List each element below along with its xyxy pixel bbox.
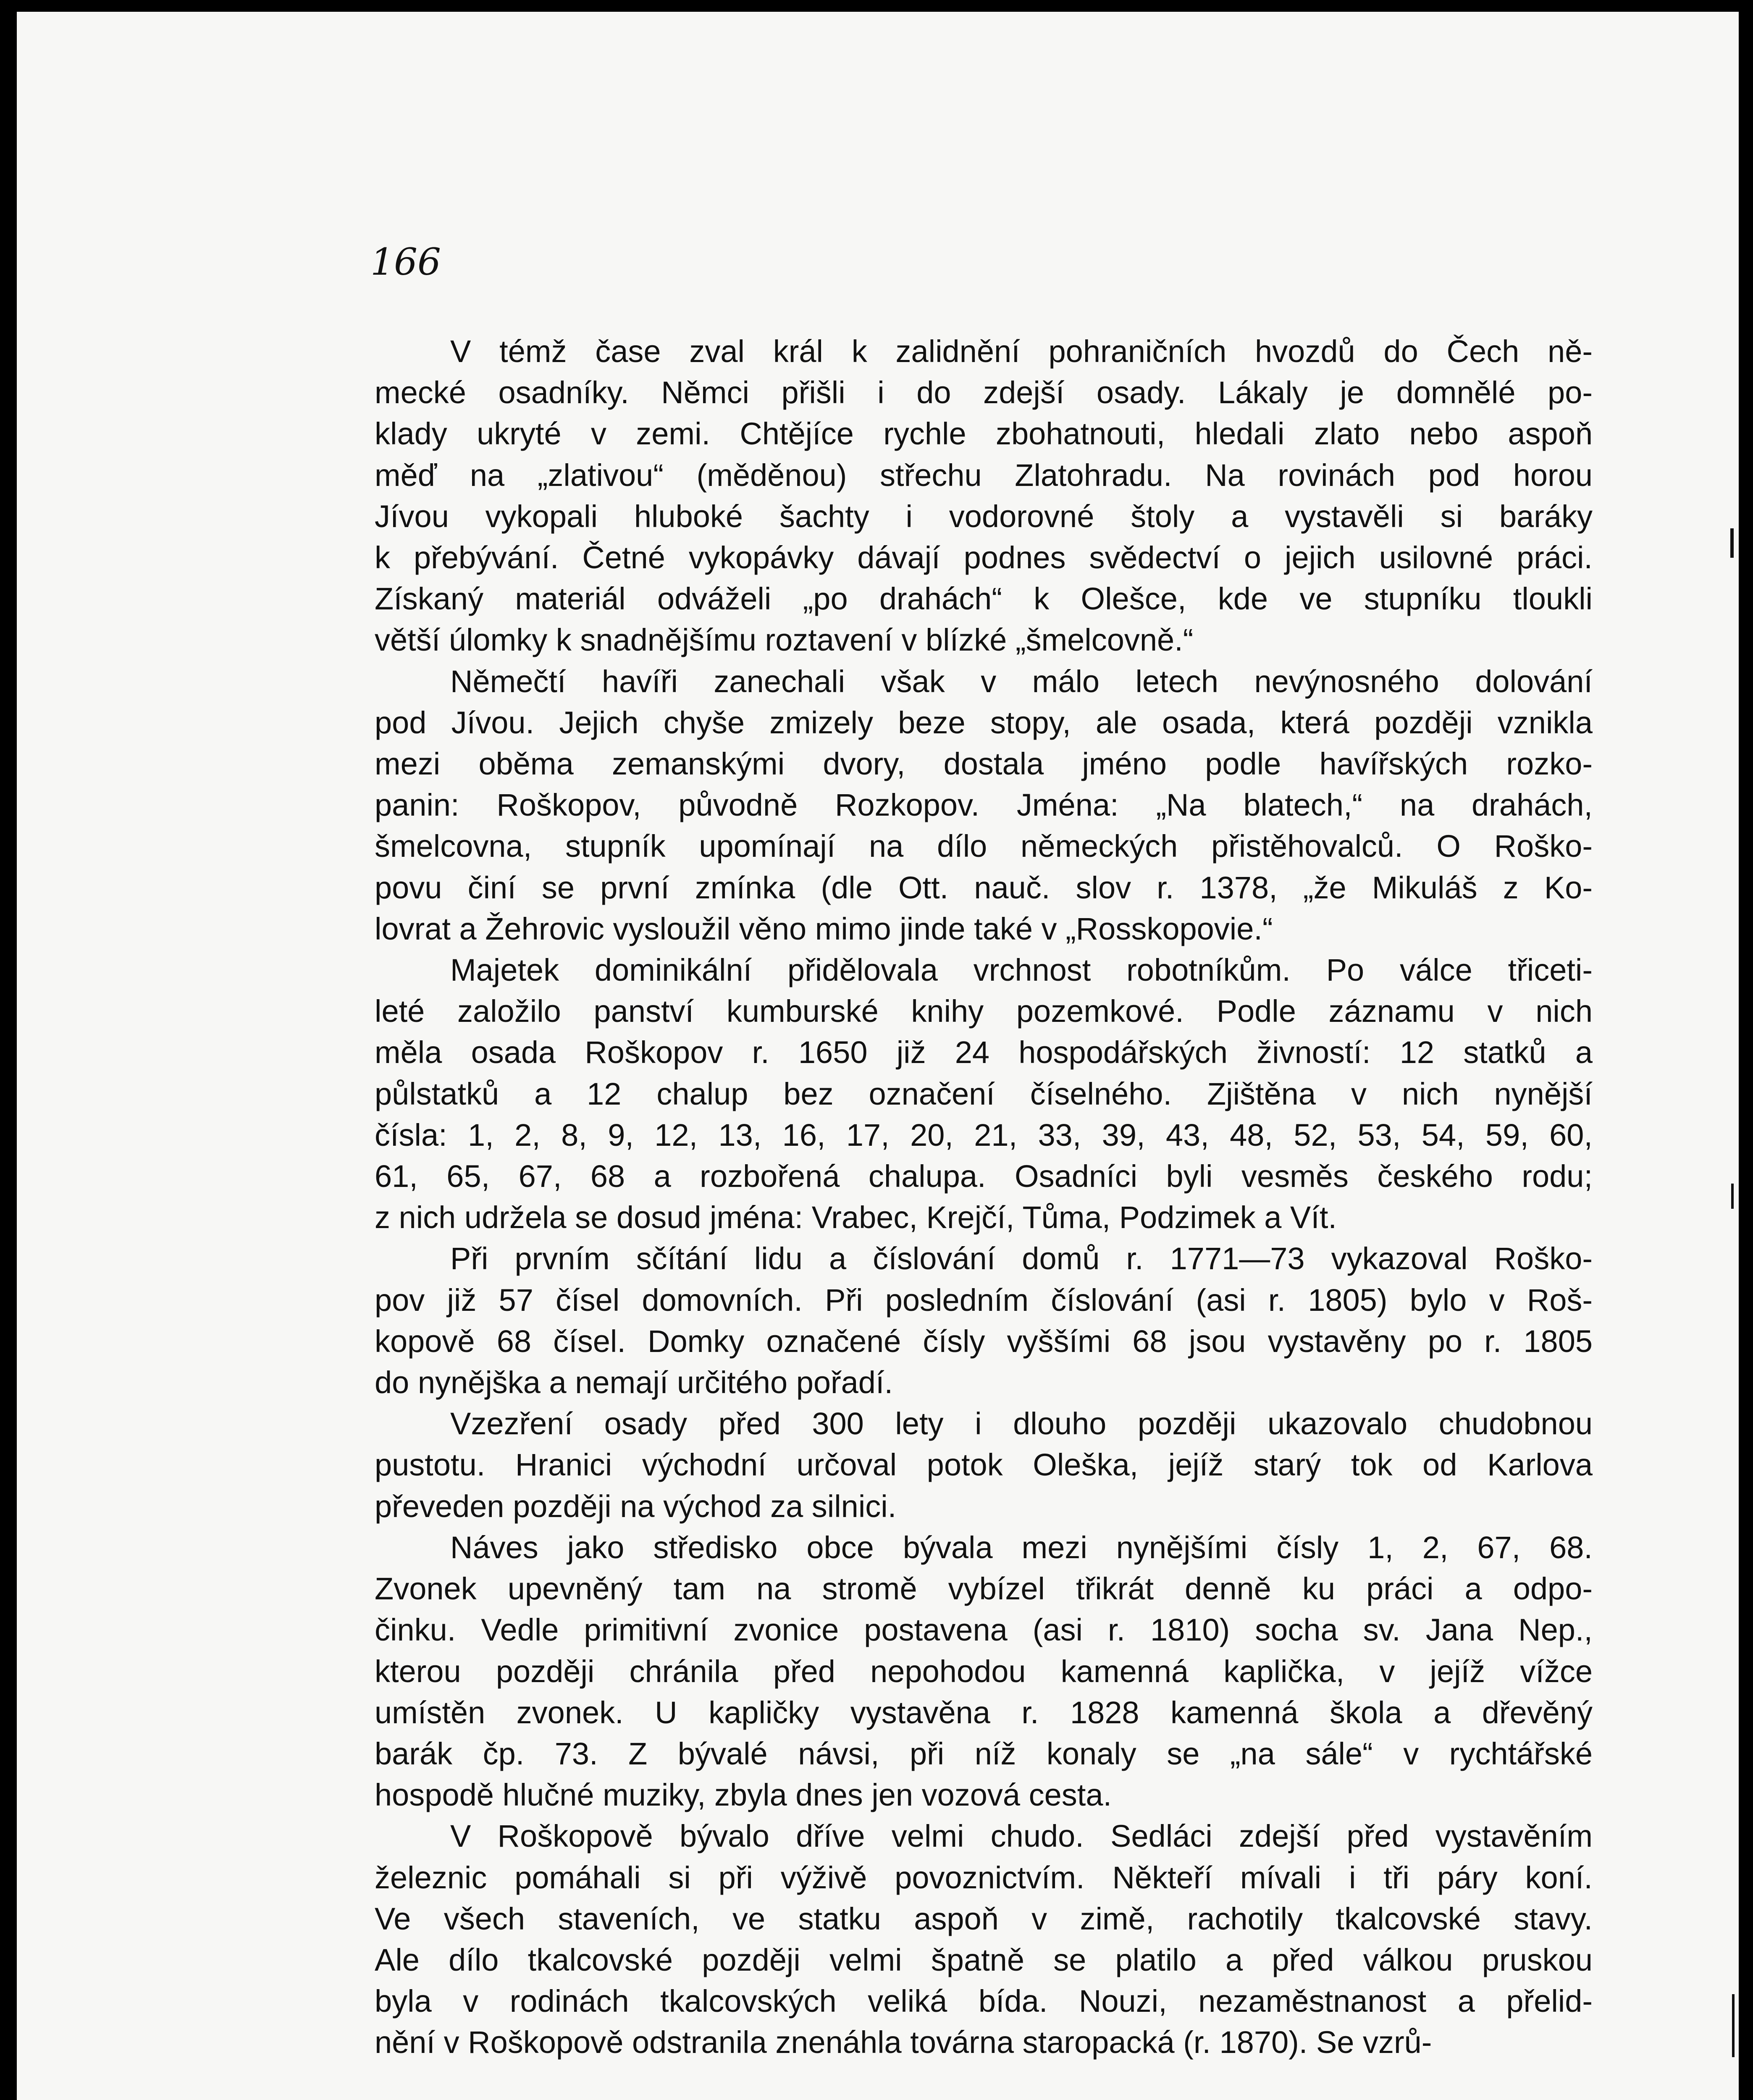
text-line: železnic pomáhali si při výživě povoznictvím. Někteří mívali i tři páry koní. [375, 1860, 1593, 1895]
text-line: kterou později chránila před nepohodou kamenná kaplička, v jejíž vížce [375, 1654, 1593, 1689]
paragraph [375, 1816, 1593, 2063]
text-line: Jívou vykopali hluboké šachty i vodorovné štoly a vystavěli si baráky [375, 499, 1593, 534]
text-line: klady ukryté v zemi. Chtějíce rychle zbohatnouti, hledali zlato nebo aspoň [375, 416, 1593, 452]
text-line: šmelcovna, stupník upomínají na dílo německých přistěhovalců. O Roško- [375, 829, 1593, 864]
text-line: 61, 65, 67, 68 a rozbořená chalupa. Osadníci byli vesměs českého rodu; [375, 1159, 1593, 1194]
text-line: k přebývání. Četné vykopávky dávají podnes svědectví o jejich usilovné práci. [375, 540, 1593, 575]
text-line: pustotu. Hranici východní určoval potok Oleška, jejíž starý tok od Karlova [375, 1447, 1593, 1483]
text-line: větší úlomky k snadnějšímu roztavení v blízké „šmelcovně.“ [375, 622, 1194, 658]
text-line: činku. Vedle primitivní zvonice postavena (asi r. 1810) socha sv. Jana Nep., [375, 1612, 1593, 1648]
text-line: V témž čase zval král k zalidnění pohraničních hvozdů do Čech ně- [450, 334, 1593, 369]
text-line: panin: Roškopov, původně Rozkopov. Jména: „Na blatech,“ na drahách, [375, 788, 1593, 823]
paragraph [375, 1403, 1593, 1527]
text-line: byla v rodinách tkalcovských veliká bída. Nouzi, nezaměstnanost a přelid- [375, 1984, 1593, 2019]
text-line: Zvonek upevněný tam na stromě vybízel třikrát denně ku práci a odpo- [375, 1571, 1593, 1606]
text-line: Majetek dominikální přidělovala vrchnost robotníkům. Po válce třiceti- [450, 953, 1593, 988]
text-line: Vzezření osady před 300 lety i dlouho později ukazovalo chudobnou [450, 1406, 1593, 1441]
text-line: povu činí se první zmínka (dle Ott. nauč. slov r. 1378, „že Mikuláš z Ko- [375, 870, 1593, 905]
text-line: půlstatků a 12 chalup bez označení číselného. Zjištěna v nich nynější [375, 1076, 1593, 1111]
text-line: barák čp. 73. Z bývalé návsi, při níž konaly se „na sále“ v rychtářské [375, 1736, 1593, 1771]
text-line: čísla: 1, 2, 8, 9, 12, 13, 16, 17, 20, 21, 33, 39, 43, 48, 52, 53, 54, 59, 60, [375, 1117, 1593, 1152]
text-line: do nynějška a nemají určitého pořadí. [375, 1365, 893, 1400]
page-number: 166 [370, 240, 441, 284]
text-line: hospodě hlučné muziky, zbyla dnes jen vozová cesta. [375, 1777, 1112, 1813]
text-line: Získaný materiál odváželi „po drahách“ k Olešce, kde ve stupníku tloukli [375, 581, 1593, 617]
text-line: pod Jívou. Jejich chyše zmizely beze stopy, ale osada, která později vznikla [375, 705, 1593, 740]
text-line: nění v Roškopově odstranila znenáhla továrna staropacká (r. 1870). Se vzrů- [375, 2025, 1432, 2060]
scan-edge-mark [1732, 1994, 1735, 2057]
text-line: mezi oběma zemanskými dvory, dostala jméno podle havířských rozko- [375, 746, 1593, 782]
text-line: z nich udržela se dosud jména: Vrabec, Krejčí, Tůma, Podzimek a Vít. [375, 1200, 1337, 1235]
text-body [375, 331, 1593, 2063]
text-line: Náves jako středisko obce bývala mezi nynějšími čísly 1, 2, 67, 68. [450, 1530, 1593, 1565]
text-line: mecké osadníky. Němci přišli i do zdejší osady. Lákaly je domnělé po- [375, 375, 1593, 410]
scan-edge-mark [1730, 528, 1734, 558]
text-line: měď na „zlativou“ (měděnou) střechu Zlatohradu. Na rovinách pod horou [375, 457, 1593, 493]
text-line: V Roškopově bývalo dříve velmi chudo. Sedláci zdejší před vystavěním [450, 1819, 1593, 1854]
text-line: Ale dílo tkalcovské později velmi špatně se platilo a před válkou pruskou [375, 1942, 1593, 1977]
text-line: Ve všech staveních, ve statku aspoň v zimě, rachotily tkalcovské stavy. [375, 1901, 1593, 1936]
scanned-page [17, 12, 1739, 2100]
text-line: Němečtí havíři zanechali však v málo letech nevýnosného dolování [450, 664, 1593, 699]
paragraph [375, 1527, 1593, 1816]
paragraph [375, 331, 1593, 661]
paragraph [375, 1238, 1593, 1403]
text-line: lovrat a Žehrovic vysloužil věno mimo jinde také v „Rosskopovie.“ [375, 911, 1273, 946]
paragraph [375, 661, 1593, 950]
text-line: umístěn zvonek. U kapličky vystavěna r. 1828 kamenná škola a dřevěný [375, 1695, 1593, 1730]
text-line: Při prvním sčítání lidu a číslování domů r. 1771—73 vykazoval Roško- [450, 1241, 1593, 1276]
text-line: leté založilo panství kumburské knihy pozemkové. Podle záznamu v nich [375, 994, 1593, 1029]
text-line: kopově 68 čísel. Domky označené čísly vyššími 68 jsou vystavěny po r. 1805 [375, 1323, 1593, 1359]
scan-edge-mark [1731, 1184, 1734, 1209]
text-line: pov již 57 čísel domovních. Při posledním číslování (asi r. 1805) bylo v Roš- [375, 1282, 1593, 1318]
paragraph [375, 950, 1593, 1238]
text-line: měla osada Roškopov r. 1650 již 24 hospodářských živností: 12 statků a [375, 1035, 1593, 1070]
text-line: převeden později na východ za silnici. [375, 1488, 897, 1524]
